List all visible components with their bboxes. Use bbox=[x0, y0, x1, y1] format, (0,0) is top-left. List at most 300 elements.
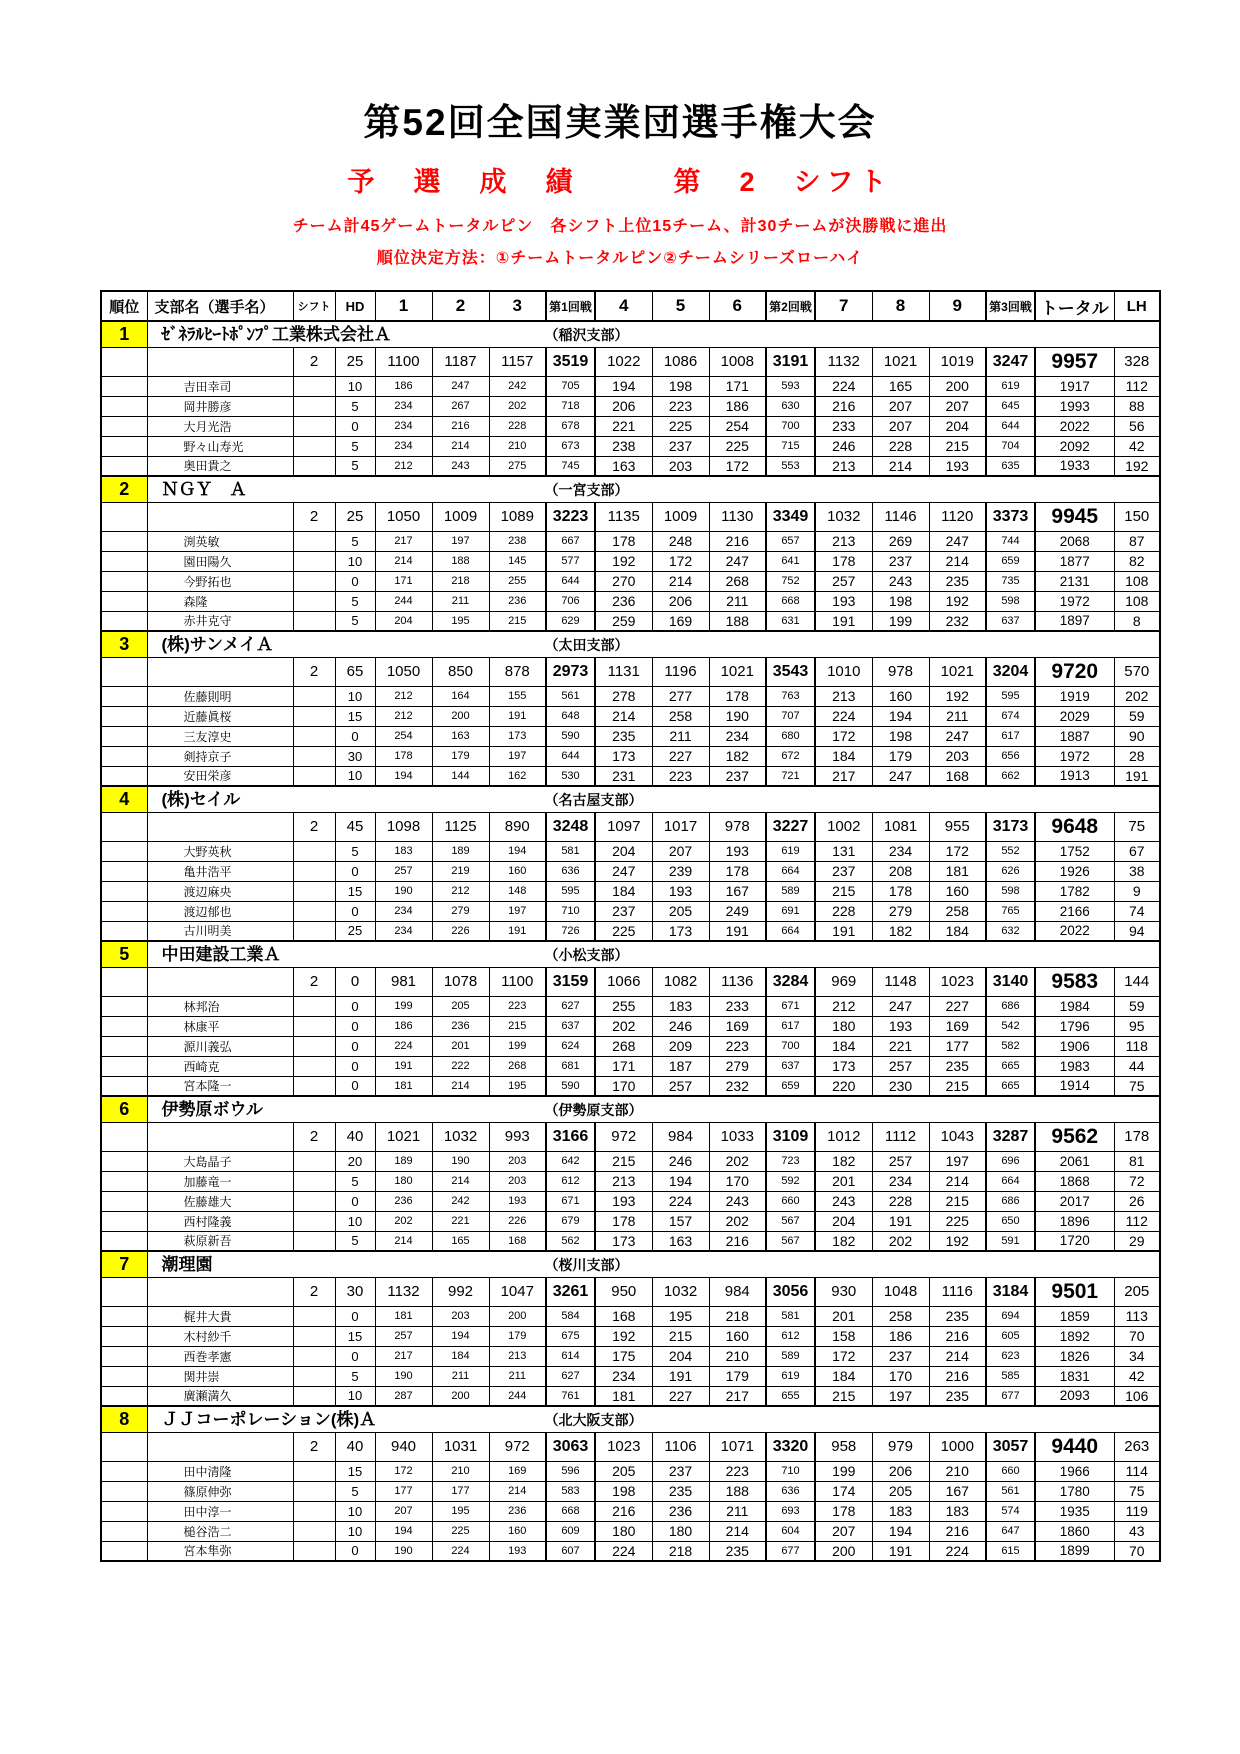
player-score-cell: 188 bbox=[709, 611, 766, 631]
team-header-row bbox=[101, 941, 1160, 967]
player-score-cell: 223 bbox=[709, 1036, 766, 1056]
player-round-total: 644 bbox=[986, 416, 1035, 436]
player-hd: 0 bbox=[335, 861, 375, 881]
team-grand-total: 9562 bbox=[1035, 1122, 1114, 1151]
player-score-cell: 169 bbox=[652, 611, 709, 631]
player-score-cell: 214 bbox=[872, 456, 929, 476]
team-round-total: 3140 bbox=[986, 967, 1035, 996]
player-score-cell: 198 bbox=[595, 1481, 652, 1501]
player-lh: 67 bbox=[1114, 841, 1160, 861]
empty-rank-cell bbox=[101, 901, 147, 921]
player-round-total: 619 bbox=[986, 376, 1035, 396]
player-score-cell: 275 bbox=[489, 456, 546, 476]
branch-name: （一宮支部） bbox=[544, 482, 629, 498]
player-score-cell: 207 bbox=[375, 1501, 432, 1521]
player-name: 岡井勝彦 bbox=[147, 396, 293, 416]
player-score-cell: 172 bbox=[929, 841, 986, 861]
player-round-total: 665 bbox=[986, 1056, 1035, 1076]
player-score-cell: 258 bbox=[929, 901, 986, 921]
player-round-total: 582 bbox=[986, 1036, 1035, 1056]
player-score-cell: 202 bbox=[489, 396, 546, 416]
player-total: 1984 bbox=[1035, 996, 1114, 1016]
empty-rank-cell bbox=[101, 746, 147, 766]
player-total: 1877 bbox=[1035, 551, 1114, 571]
player-score-cell: 257 bbox=[375, 1326, 432, 1346]
player-hd: 0 bbox=[335, 1056, 375, 1076]
player-score-cell: 207 bbox=[929, 396, 986, 416]
player-score-cell: 239 bbox=[652, 861, 709, 881]
player-lh: 72 bbox=[1114, 1171, 1160, 1191]
team-hd: 45 bbox=[335, 812, 375, 841]
player-score-cell: 181 bbox=[375, 1076, 432, 1096]
player-hd: 10 bbox=[335, 376, 375, 396]
player-hd: 5 bbox=[335, 1366, 375, 1386]
player-score-cell: 224 bbox=[815, 376, 872, 396]
player-score-cell: 234 bbox=[709, 726, 766, 746]
player-score-cell: 214 bbox=[595, 706, 652, 726]
player-round-total: 592 bbox=[766, 1171, 815, 1191]
player-name: 安田栄彦 bbox=[147, 766, 293, 786]
player-round-total: 707 bbox=[766, 706, 815, 726]
player-round-total: 635 bbox=[986, 456, 1035, 476]
empty-shift-cell bbox=[293, 921, 335, 941]
empty-shift-cell bbox=[293, 1056, 335, 1076]
player-round-total: 667 bbox=[546, 531, 595, 551]
player-score-cell: 193 bbox=[709, 841, 766, 861]
player-name: 木村紗千 bbox=[147, 1326, 293, 1346]
team-score-cell: 984 bbox=[709, 1277, 766, 1306]
team-round-total: 3204 bbox=[986, 657, 1035, 686]
team-score-cell: 1050 bbox=[375, 657, 432, 686]
player-round-total: 615 bbox=[986, 1541, 1035, 1561]
player-name: 亀井浩平 bbox=[147, 861, 293, 881]
column-header: HD bbox=[335, 291, 375, 321]
team-round-total: 3543 bbox=[766, 657, 815, 686]
player-score-cell: 180 bbox=[375, 1171, 432, 1191]
player-score-cell: 211 bbox=[489, 1366, 546, 1386]
player-score-cell: 184 bbox=[432, 1346, 489, 1366]
player-score-cell: 193 bbox=[595, 1191, 652, 1211]
team-score-cell: 1078 bbox=[432, 967, 489, 996]
player-score-cell: 199 bbox=[815, 1461, 872, 1481]
player-name: 古川明美 bbox=[147, 921, 293, 941]
player-score-cell: 210 bbox=[929, 1461, 986, 1481]
player-round-total: 686 bbox=[986, 996, 1035, 1016]
team-lh: 178 bbox=[1114, 1122, 1160, 1151]
player-score-cell: 203 bbox=[432, 1306, 489, 1326]
player-total: 1914 bbox=[1035, 1076, 1114, 1096]
player-round-total: 680 bbox=[766, 726, 815, 746]
player-total: 1983 bbox=[1035, 1056, 1114, 1076]
player-round-total: 627 bbox=[546, 996, 595, 1016]
empty-name-cell bbox=[147, 812, 293, 841]
player-score-cell: 199 bbox=[489, 1036, 546, 1056]
player-score-cell: 217 bbox=[709, 1386, 766, 1406]
player-score-cell: 178 bbox=[375, 746, 432, 766]
empty-shift-cell bbox=[293, 1541, 335, 1561]
player-score-cell: 243 bbox=[815, 1191, 872, 1211]
player-hd: 15 bbox=[335, 706, 375, 726]
player-round-total: 636 bbox=[766, 1481, 815, 1501]
player-round-total: 596 bbox=[546, 1461, 595, 1481]
team-score-cell: 1021 bbox=[872, 347, 929, 376]
player-round-total: 619 bbox=[766, 1366, 815, 1386]
team-shift: 2 bbox=[293, 347, 335, 376]
player-round-total: 765 bbox=[986, 901, 1035, 921]
player-total: 1859 bbox=[1035, 1306, 1114, 1326]
team-shift: 2 bbox=[293, 657, 335, 686]
player-total: 2092 bbox=[1035, 436, 1114, 456]
player-score-cell: 211 bbox=[432, 1366, 489, 1386]
player-score-cell: 178 bbox=[709, 686, 766, 706]
empty-shift-cell bbox=[293, 1481, 335, 1501]
empty-shift-cell bbox=[293, 746, 335, 766]
player-score-cell: 259 bbox=[595, 611, 652, 631]
player-score-cell: 236 bbox=[652, 1501, 709, 1521]
player-score-cell: 257 bbox=[652, 1076, 709, 1096]
player-score-cell: 215 bbox=[489, 611, 546, 631]
branch-name: （稲沢支部） bbox=[544, 327, 629, 343]
player-score-cell: 205 bbox=[652, 901, 709, 921]
player-score-cell: 224 bbox=[375, 1036, 432, 1056]
player-lh: 34 bbox=[1114, 1346, 1160, 1366]
player-lh: 59 bbox=[1114, 996, 1160, 1016]
player-score-cell: 175 bbox=[595, 1346, 652, 1366]
team-score-cell: 978 bbox=[709, 812, 766, 841]
player-round-total: 744 bbox=[986, 531, 1035, 551]
empty-rank-cell bbox=[101, 502, 147, 531]
player-score-cell: 214 bbox=[375, 551, 432, 571]
player-lh: 95 bbox=[1114, 1016, 1160, 1036]
team-score-cell: 1071 bbox=[709, 1432, 766, 1461]
player-score-cell: 233 bbox=[709, 996, 766, 1016]
column-header: 支部名（選手名） bbox=[147, 291, 293, 321]
player-score-cell: 214 bbox=[432, 1171, 489, 1191]
player-score-cell: 183 bbox=[929, 1501, 986, 1521]
team-score-cell: 1132 bbox=[375, 1277, 432, 1306]
team-score-cell: 1050 bbox=[375, 502, 432, 531]
player-hd: 5 bbox=[335, 611, 375, 631]
player-total: 2131 bbox=[1035, 571, 1114, 591]
empty-rank-cell bbox=[101, 1036, 147, 1056]
player-hd: 5 bbox=[335, 1231, 375, 1251]
player-score-cell: 258 bbox=[652, 706, 709, 726]
tournament-title: 第52回全国実業団選手権大会 bbox=[363, 102, 877, 143]
empty-name-cell bbox=[147, 657, 293, 686]
player-hd: 10 bbox=[335, 1211, 375, 1231]
player-score-cell: 255 bbox=[489, 571, 546, 591]
player-score-cell: 268 bbox=[489, 1056, 546, 1076]
player-round-total: 675 bbox=[546, 1326, 595, 1346]
player-row bbox=[101, 376, 1160, 396]
player-name: 源川義弘 bbox=[147, 1036, 293, 1056]
team-header-cell bbox=[147, 786, 1160, 812]
team-summary-row bbox=[101, 1122, 1160, 1151]
player-score-cell: 237 bbox=[595, 901, 652, 921]
player-total: 1831 bbox=[1035, 1366, 1114, 1386]
player-score-cell: 163 bbox=[652, 1231, 709, 1251]
player-round-total: 561 bbox=[546, 686, 595, 706]
empty-rank-cell bbox=[101, 1016, 147, 1036]
player-score-cell: 160 bbox=[929, 881, 986, 901]
player-total: 2022 bbox=[1035, 921, 1114, 941]
rank-badge: 3 bbox=[101, 631, 147, 657]
player-round-total: 631 bbox=[766, 611, 815, 631]
player-lh: 112 bbox=[1114, 376, 1160, 396]
player-total: 1919 bbox=[1035, 686, 1114, 706]
team-score-cell: 1023 bbox=[595, 1432, 652, 1461]
team-hd: 25 bbox=[335, 347, 375, 376]
player-round-total: 710 bbox=[546, 901, 595, 921]
team-score-cell: 1032 bbox=[432, 1122, 489, 1151]
player-hd: 0 bbox=[335, 726, 375, 746]
team-score-cell: 1130 bbox=[709, 502, 766, 531]
player-hd: 0 bbox=[335, 416, 375, 436]
player-score-cell: 214 bbox=[375, 1231, 432, 1251]
player-hd: 0 bbox=[335, 1346, 375, 1366]
empty-rank-cell bbox=[101, 1366, 147, 1386]
player-total: 1782 bbox=[1035, 881, 1114, 901]
empty-rank-cell bbox=[101, 1541, 147, 1561]
player-score-cell: 190 bbox=[709, 706, 766, 726]
player-score-cell: 194 bbox=[652, 1171, 709, 1191]
player-score-cell: 214 bbox=[709, 1521, 766, 1541]
empty-rank-cell bbox=[101, 1231, 147, 1251]
team-score-cell: 1120 bbox=[929, 502, 986, 531]
player-lh: 9 bbox=[1114, 881, 1160, 901]
player-score-cell: 210 bbox=[709, 1346, 766, 1366]
player-score-cell: 228 bbox=[815, 901, 872, 921]
player-round-total: 642 bbox=[546, 1151, 595, 1171]
player-round-total: 674 bbox=[986, 706, 1035, 726]
team-hd: 25 bbox=[335, 502, 375, 531]
player-score-cell: 211 bbox=[929, 706, 986, 726]
team-lh: 263 bbox=[1114, 1432, 1160, 1461]
player-name: 槌谷浩二 bbox=[147, 1521, 293, 1541]
player-score-cell: 191 bbox=[709, 921, 766, 941]
player-round-total: 735 bbox=[986, 571, 1035, 591]
player-score-cell: 195 bbox=[432, 611, 489, 631]
empty-rank-cell bbox=[101, 347, 147, 376]
player-score-cell: 183 bbox=[872, 1501, 929, 1521]
team-lh: 205 bbox=[1114, 1277, 1160, 1306]
player-round-total: 700 bbox=[766, 416, 815, 436]
player-score-cell: 165 bbox=[432, 1231, 489, 1251]
player-row bbox=[101, 1191, 1160, 1211]
column-header: 順位 bbox=[101, 291, 147, 321]
player-score-cell: 197 bbox=[929, 1151, 986, 1171]
empty-rank-cell bbox=[101, 1171, 147, 1191]
ranking-method-note: 順位決定方法：①チームトータルピン②チームシリーズローハイ bbox=[376, 250, 864, 267]
empty-shift-cell bbox=[293, 706, 335, 726]
player-score-cell: 198 bbox=[872, 726, 929, 746]
team-round-total: 3247 bbox=[986, 347, 1035, 376]
player-lh: 202 bbox=[1114, 686, 1160, 706]
team-score-cell: 1157 bbox=[489, 347, 546, 376]
player-lh: 82 bbox=[1114, 551, 1160, 571]
player-hd: 5 bbox=[335, 436, 375, 456]
player-score-cell: 217 bbox=[375, 1346, 432, 1366]
player-score-cell: 197 bbox=[489, 901, 546, 921]
team-score-cell: 1116 bbox=[929, 1277, 986, 1306]
team-lh: 150 bbox=[1114, 502, 1160, 531]
team-score-cell: 1023 bbox=[929, 967, 986, 996]
player-score-cell: 189 bbox=[375, 1151, 432, 1171]
player-score-cell: 235 bbox=[595, 726, 652, 746]
team-grand-total: 9648 bbox=[1035, 812, 1114, 841]
empty-name-cell bbox=[147, 502, 293, 531]
player-score-cell: 224 bbox=[815, 706, 872, 726]
player-round-total: 590 bbox=[546, 1076, 595, 1096]
player-score-cell: 202 bbox=[375, 1211, 432, 1231]
player-score-cell: 243 bbox=[709, 1191, 766, 1211]
player-row bbox=[101, 1521, 1160, 1541]
player-score-cell: 157 bbox=[652, 1211, 709, 1231]
team-score-cell: 930 bbox=[815, 1277, 872, 1306]
player-row bbox=[101, 1306, 1160, 1326]
team-score-cell: 1136 bbox=[709, 967, 766, 996]
empty-rank-cell bbox=[101, 726, 147, 746]
empty-rank-cell bbox=[101, 396, 147, 416]
team-score-cell: 969 bbox=[815, 967, 872, 996]
player-score-cell: 180 bbox=[595, 1521, 652, 1541]
team-score-cell: 1008 bbox=[709, 347, 766, 376]
player-round-total: 605 bbox=[986, 1326, 1035, 1346]
player-score-cell: 247 bbox=[709, 551, 766, 571]
player-score-cell: 181 bbox=[595, 1386, 652, 1406]
player-round-total: 693 bbox=[766, 1501, 815, 1521]
player-hd: 5 bbox=[335, 1171, 375, 1191]
player-round-total: 590 bbox=[546, 726, 595, 746]
branch-name: （桜川支部） bbox=[544, 1257, 629, 1273]
player-row bbox=[101, 571, 1160, 591]
player-score-cell: 247 bbox=[872, 996, 929, 1016]
team-score-cell: 950 bbox=[595, 1277, 652, 1306]
empty-rank-cell bbox=[101, 1501, 147, 1521]
player-lh: 192 bbox=[1114, 456, 1160, 476]
team-name: (株)セイル bbox=[161, 790, 241, 809]
player-score-cell: 219 bbox=[432, 861, 489, 881]
player-row bbox=[101, 1346, 1160, 1366]
player-total: 1935 bbox=[1035, 1501, 1114, 1521]
player-score-cell: 193 bbox=[929, 456, 986, 476]
player-score-cell: 216 bbox=[929, 1366, 986, 1386]
player-row bbox=[101, 706, 1160, 726]
player-total: 1899 bbox=[1035, 1541, 1114, 1561]
player-score-cell: 242 bbox=[489, 376, 546, 396]
player-name: 赤井克守 bbox=[147, 611, 293, 631]
player-name: 西巻孝憲 bbox=[147, 1346, 293, 1366]
column-header: 3 bbox=[489, 291, 546, 321]
results-table bbox=[100, 290, 1161, 1562]
player-row bbox=[101, 416, 1160, 436]
player-score-cell: 218 bbox=[709, 1306, 766, 1326]
player-lh: 112 bbox=[1114, 1211, 1160, 1231]
empty-rank-cell bbox=[101, 1122, 147, 1151]
player-score-cell: 202 bbox=[872, 1231, 929, 1251]
player-round-total: 647 bbox=[986, 1521, 1035, 1541]
empty-rank-cell bbox=[101, 1277, 147, 1306]
team-lh: 570 bbox=[1114, 657, 1160, 686]
team-grand-total: 9583 bbox=[1035, 967, 1114, 996]
player-score-cell: 178 bbox=[709, 861, 766, 881]
player-round-total: 632 bbox=[986, 921, 1035, 941]
player-total: 1972 bbox=[1035, 746, 1114, 766]
team-score-cell: 890 bbox=[489, 812, 546, 841]
player-score-cell: 167 bbox=[929, 1481, 986, 1501]
player-score-cell: 234 bbox=[375, 901, 432, 921]
player-total: 1887 bbox=[1035, 726, 1114, 746]
player-lh: 90 bbox=[1114, 726, 1160, 746]
header-row bbox=[101, 291, 1160, 321]
player-score-cell: 192 bbox=[595, 1326, 652, 1346]
player-score-cell: 223 bbox=[652, 766, 709, 786]
results-table-head bbox=[101, 291, 1160, 321]
team-score-cell: 1021 bbox=[375, 1122, 432, 1151]
player-total: 1896 bbox=[1035, 1211, 1114, 1231]
empty-shift-cell bbox=[293, 1211, 335, 1231]
player-score-cell: 257 bbox=[375, 861, 432, 881]
empty-shift-cell bbox=[293, 611, 335, 631]
team-score-cell: 1047 bbox=[489, 1277, 546, 1306]
team-hd: 30 bbox=[335, 1277, 375, 1306]
player-round-total: 710 bbox=[766, 1461, 815, 1481]
player-score-cell: 182 bbox=[872, 921, 929, 941]
column-header: 6 bbox=[709, 291, 766, 321]
empty-shift-cell bbox=[293, 1016, 335, 1036]
player-hd: 10 bbox=[335, 1386, 375, 1406]
team-score-cell: 1022 bbox=[595, 347, 652, 376]
branch-name: （名古屋支部） bbox=[544, 792, 643, 808]
player-hd: 0 bbox=[335, 571, 375, 591]
column-header: 7 bbox=[815, 291, 872, 321]
player-score-cell: 171 bbox=[375, 571, 432, 591]
player-round-total: 694 bbox=[986, 1306, 1035, 1326]
team-shift: 2 bbox=[293, 1432, 335, 1461]
column-header: 第3回戦 bbox=[986, 291, 1035, 321]
player-score-cell: 210 bbox=[489, 436, 546, 456]
player-round-total: 617 bbox=[766, 1016, 815, 1036]
player-total: 1913 bbox=[1035, 766, 1114, 786]
player-score-cell: 177 bbox=[929, 1036, 986, 1056]
player-score-cell: 190 bbox=[432, 1151, 489, 1171]
player-row bbox=[101, 746, 1160, 766]
player-total: 1752 bbox=[1035, 841, 1114, 861]
branch-name: （北大阪支部） bbox=[544, 1412, 643, 1428]
player-score-cell: 160 bbox=[872, 686, 929, 706]
team-header-row bbox=[101, 1406, 1160, 1432]
player-score-cell: 236 bbox=[432, 1016, 489, 1036]
player-hd: 10 bbox=[335, 1521, 375, 1541]
player-score-cell: 230 bbox=[872, 1076, 929, 1096]
empty-rank-cell bbox=[101, 1461, 147, 1481]
player-round-total: 660 bbox=[766, 1191, 815, 1211]
player-round-total: 612 bbox=[546, 1171, 595, 1191]
player-round-total: 612 bbox=[766, 1326, 815, 1346]
player-score-cell: 209 bbox=[652, 1036, 709, 1056]
player-score-cell: 215 bbox=[929, 1191, 986, 1211]
player-name: 梶井大貴 bbox=[147, 1306, 293, 1326]
player-name: 野々山寿光 bbox=[147, 436, 293, 456]
player-score-cell: 246 bbox=[815, 436, 872, 456]
player-row bbox=[101, 726, 1160, 746]
player-round-total: 705 bbox=[546, 376, 595, 396]
player-name: 奥田貴之 bbox=[147, 456, 293, 476]
empty-shift-cell bbox=[293, 841, 335, 861]
player-round-total: 577 bbox=[546, 551, 595, 571]
player-score-cell: 225 bbox=[432, 1521, 489, 1541]
player-score-cell: 237 bbox=[815, 861, 872, 881]
